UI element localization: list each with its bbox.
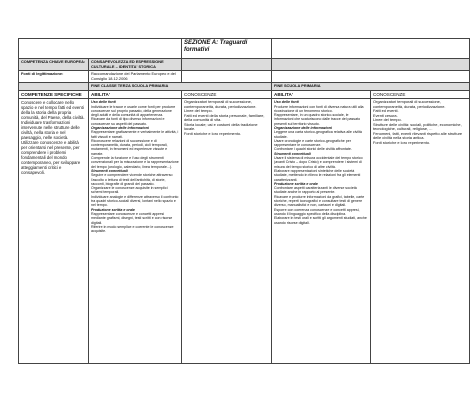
conoscenze-quinta-text: Organizzatori temporali di successione, contemporaneità, durata, periodizzazione. Fatti ed eventi. Eventi cesura. Linee del tempo. Strutture delle civiltà: sociali, politiche, economiche, tecnologiche, culturali, religiose, ... Fenomeni, fatti, eventi rilevanti rispetto alle strutture delle civiltà nella storia antica. Fonti storiche e loro reperimento. <box>371 99 470 364</box>
header-conoscenze-terza: CONOSCENZE <box>182 91 272 99</box>
content-row <box>19 99 470 364</box>
competenze-text: Conoscere e collocare nello spazio e nel tempo fatti ed eventi della la storia della propria comunità, del Paese, della civiltà. Individuare trasformazioni intervenute nelle strutture delle civiltà, nella storia e nel paesaggio, nelle società. Utilizzare conoscenze e abilità per orientarsi nel presente, per comprendere i problemi fondamentali del mondo contemporaneo, per sviluppare atteggiamenti critici e consapevoli. <box>19 99 89 364</box>
fonti-label: Fonti di legittimazione: <box>19 71 89 83</box>
curriculum-table <box>18 38 470 364</box>
abilita-head: Organizzazione delle informazioni <box>91 125 149 130</box>
header-conoscenze-quinta: CONOSCENZE <box>371 91 470 99</box>
abilita-quinta-cell <box>272 99 371 364</box>
abilita-terza-cell <box>89 99 182 364</box>
abilita-block <box>91 169 179 208</box>
abilita-head: Organizzazione delle informazioni <box>274 125 332 130</box>
conoscenze-terza-text: Organizzatori temporali di successione, contemporaneità, durata, periodizzazione. Linee del tempo. Fatti ed eventi della storia personale, familiare, della comunità di vita. Storia locale; usi e costumi della tradizione locale. Fonti storiche e loro reperimento. <box>182 99 272 364</box>
abilita-block <box>274 126 368 152</box>
competenza-chiave-row <box>19 59 470 71</box>
abilita-head: Strumenti concettuali <box>274 151 311 156</box>
abilita-block <box>274 100 368 126</box>
header-row <box>19 91 470 99</box>
section-title: SEZIONE A: Traguardi formativi <box>182 39 272 59</box>
competenza-chiave-value: CONSAPEVOLEZZA ED ESPRESSIONE CULTURALE – IDENTITA' STORICA <box>89 59 182 71</box>
fonti-value: Raccomandazione del Parlamento Europeo e del Consiglio 18.12.2006 <box>89 71 182 83</box>
header-competenze: COMPETENZE SPECIFICHE <box>19 91 89 99</box>
abilita-head: Produzione scritta e orale <box>91 207 135 212</box>
fine-classe-row <box>19 83 470 91</box>
abilita-text: Usare il sistema di misura occidentale del tempo storico (avanti Cristo – dopo Cristo) e comprendere i sistemi di misura del tempo storico di altre civiltà. Elaborare rappresentazioni sintetiche delle società studiate, mettendo in rilievo le relazioni fra gli elementi caratterizzanti. <box>274 156 363 182</box>
abilita-block <box>91 208 179 234</box>
section-row <box>19 39 470 59</box>
empty-cell <box>19 83 89 91</box>
competenza-chiave-label: COMPETENZA CHIAVE EUROPEA: <box>19 59 89 71</box>
abilita-block <box>274 152 368 182</box>
abilita-text: Rappresentare graficamente e verbalmente le attività, i fatti vissuti e narrati. Riconoscere relazioni di successione e di contemporaneità, durata, periodi, cicli temporali, mutamenti, in fenomeni ed esperienze vissute e narrate. Comprende la funzione e l'uso degli strumenti convenzionali per la misurazione e la rappresentazione del tempo (orologio, calendario, linea temporale...). <box>91 130 179 169</box>
abilita-text: Individuare le tracce e usarle come fonti per produrre conoscenze sul proprio passato, della generazione degli adulti e della comunità di appartenenza. Ricavare da fonti di tipo diverso informazioni e conoscenze su aspetti del passato. <box>91 104 176 126</box>
abilita-head: Strumenti concettuali <box>91 168 128 173</box>
fonti-row <box>19 71 470 83</box>
abilita-text: Leggere una carta storico-geografica relativa alle civiltà studiate. Usare cronologie e carte storico-geografiche per rappresentare le conoscenze. Confrontare i quadri storici delle civiltà affrontate. <box>274 130 362 152</box>
empty-cell <box>272 59 470 71</box>
abilita-text: Confrontare aspetti caratterizzanti le diverse società studiate anche in rapporto al presente. Ricavare e produrre informazioni da grafici, tabelle, carte storiche, reperti iconografici e consultare testi di genere diverso, manualistici e non, cartacei e digitali. Esporre con coerenza conoscenze e concetti appresi, usando il linguaggio specifico della disciplina. Elaborare in testi orali e scritti gli argomenti studiati, anche usando risorse digitali. <box>274 186 367 225</box>
curriculum-table-page <box>18 38 469 364</box>
abilita-text: Rappresentare conoscenze e concetti appresi mediante grafismi, disegni, testi scritti e con risorse digitali. Riferire in modo semplice e coerente le conoscenze acquisite. <box>91 211 174 234</box>
empty-cell <box>272 71 470 83</box>
empty-cell <box>272 39 470 59</box>
abilita-text: Produrre informazioni con fonti di diversa natura utili alla ricostruzione di un fenomeno storico. Rappresentare, in un quadro storico-sociale, le informazioni che scaturiscono dalle tracce del passato presenti sul territorio vissuto. <box>274 104 364 126</box>
abilita-head: Uso delle fonti <box>91 100 116 105</box>
empty-cell <box>182 59 272 71</box>
empty-cell <box>182 71 272 83</box>
header-abilita-terza: ABILITA' <box>89 91 182 99</box>
empty-cell <box>19 39 182 59</box>
abilita-head: Produzione scritta e orale <box>274 181 318 186</box>
fine-scuola-primaria: FINE SCUOLA PRIMARIA <box>272 83 470 91</box>
abilita-block <box>274 182 368 225</box>
header-abilita-quinta: ABILITA' <box>272 91 371 99</box>
abilita-head: Uso delle fonti <box>274 100 299 105</box>
fine-classe-terza: FINE CLASSE TERZA SCUOLA PRIMARIA <box>89 83 272 91</box>
abilita-text: Seguire e comprendere vicende storiche attraverso l'ascolto o lettura di testi dell'antichità, di storie, racconti, biografie di grandi del passato. Organizzare le conoscenze acquisite in semplici schemi temporali. Individuare analogie e differenze attraverso il confronto tra quadri storico-sociali diversi, lontani nello spazio e nel tempo. <box>91 173 179 208</box>
abilita-block <box>91 100 179 126</box>
abilita-block <box>91 126 179 169</box>
